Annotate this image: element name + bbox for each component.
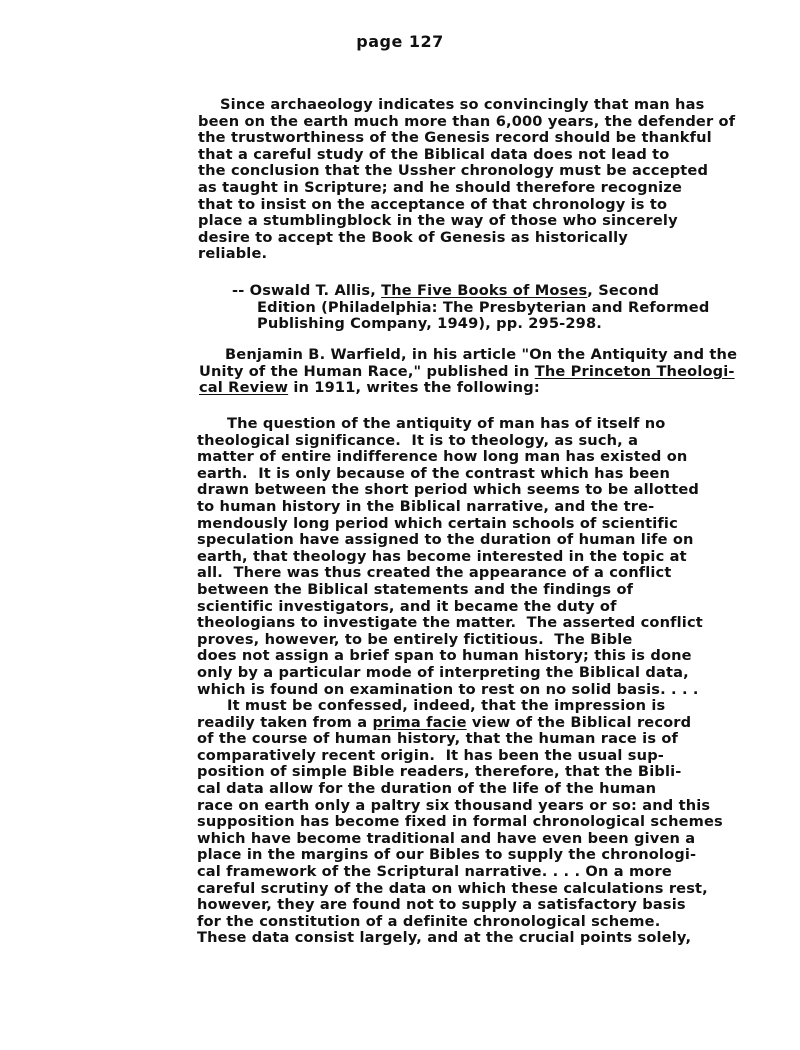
quote-line: of the course of human history, that the human race is of: [197, 730, 679, 748]
quote-line: proves, however, to be entirely fictitious. The Bible: [197, 630, 633, 648]
quote-text: view of the Biblical record: [466, 713, 692, 731]
quote-line: The question of the antiquity of man has of itself no: [227, 415, 666, 432]
quote-line: only by a particular mode of interpreting the Biblical data,: [197, 663, 689, 681]
quote-line: Since archaeology indicates so convincingly that man has: [220, 96, 705, 113]
quote-line: place in the margins of our Bibles to supply the chronologi-: [197, 846, 697, 864]
citation-line: Publishing Company, 1949), pp. 295-298.: [257, 315, 602, 333]
latin-phrase: prima facie: [372, 713, 467, 731]
quote-line: that to insist on the acceptance of that chronology is to: [198, 195, 668, 213]
paragraph-text: in 1911, writes the following:: [288, 379, 540, 397]
quote-line: earth. It is only because of the contrast which has been: [197, 464, 670, 482]
quote-line: cal data allow for the duration of the life of the human: [197, 780, 657, 798]
quote-line: speculation have assigned to the duration of human life on: [197, 531, 694, 549]
quote-line: [197, 715, 723, 732]
quote-line: to human history in the Biblical narrative, and the tre-: [197, 497, 655, 515]
warfield-block-quote: [197, 416, 723, 947]
quote-line: theological significance. It is to theology, as such, a: [197, 431, 639, 449]
allis-citation: [232, 283, 709, 333]
journal-title: cal Review: [199, 379, 289, 397]
quote-line: as taught in Scripture; and he should therefore recognize: [198, 178, 682, 196]
quote-line: however, they are found not to supply a satisfactory basis: [197, 896, 686, 914]
quote-line: theologians to investigate the matter. The asserted conflict: [197, 614, 703, 632]
allis-block-quote: [198, 97, 735, 263]
quote-line: that a careful study of the Biblical data does not lead to: [198, 145, 670, 163]
page-number: page 127: [356, 32, 444, 51]
quote-line: scientific investigators, and it became the duty of: [197, 597, 617, 615]
quote-line: race on earth only a paltry six thousand years or so: and this: [197, 796, 711, 814]
quote-line: comparatively recent origin. It has been the usual sup-: [197, 746, 664, 764]
quote-line: cal framework of the Scriptural narrative. . . . On a more: [197, 863, 672, 881]
quote-line: for the constitution of a definite chronological scheme.: [197, 912, 661, 930]
quote-line: desire to accept the Book of Genesis as historically: [198, 228, 628, 246]
citation-line: [232, 283, 709, 300]
quote-line: mendously long period which certain schools of scientific: [197, 514, 678, 532]
quote-line: reliable.: [198, 245, 268, 263]
paragraph-text: Unity of the Human Race," published in: [199, 362, 535, 380]
quote-line: place a stumblingblock in the way of those who sincerely: [198, 212, 678, 230]
journal-title: The Princeton Theologi-: [534, 362, 735, 380]
quote-line: which have become traditional and have even been given a: [197, 829, 696, 847]
citation-prefix: -- Oswald T. Allis,: [232, 282, 382, 299]
paragraph-line: [199, 380, 737, 397]
warfield-intro-paragraph: [199, 347, 737, 397]
quote-line: the trustworthiness of the Genesis record should be thankful: [198, 129, 712, 147]
quote-line: earth, that theology has become interested in the topic at: [197, 547, 687, 565]
quote-line: the conclusion that the Ussher chronology must be accepted: [198, 162, 709, 180]
quote-line: all. There was thus created the appearance of a conflict: [197, 564, 672, 582]
quote-line: It must be confessed, indeed, that the impression is: [227, 697, 666, 715]
citation-suffix: , Second: [587, 282, 660, 299]
citation-line: Edition (Philadelphia: The Presbyterian and Reformed: [257, 298, 710, 316]
paragraph-line: Benjamin B. Warfield, in his article "On the Antiquity and the: [225, 346, 738, 363]
quote-line: supposition has become fixed in formal chronological schemes: [197, 813, 723, 831]
quote-line: been on the earth much more than 6,000 years, the defender of: [198, 112, 736, 130]
quote-line: which is found on examination to rest on no solid basis. . . .: [197, 680, 699, 698]
quote-line: does not assign a brief span to human history; this is done: [197, 647, 692, 665]
quote-line: between the Biblical statements and the findings of: [197, 580, 634, 598]
quote-text: readily taken from a: [197, 713, 373, 731]
quote-line: matter of entire indifference how long man has existed on: [197, 448, 688, 466]
quote-line: These data consist largely, and at the crucial points solely,: [197, 929, 692, 947]
book-title: The Five Books of Moses: [381, 282, 588, 299]
quote-line: position of simple Bible readers, therefore, that the Bibli-: [197, 763, 682, 781]
quote-line: drawn between the short period which seems to be allotted: [197, 481, 699, 499]
paragraph-line: [199, 364, 737, 381]
quote-line: careful scrutiny of the data on which these calculations rest,: [197, 879, 708, 897]
